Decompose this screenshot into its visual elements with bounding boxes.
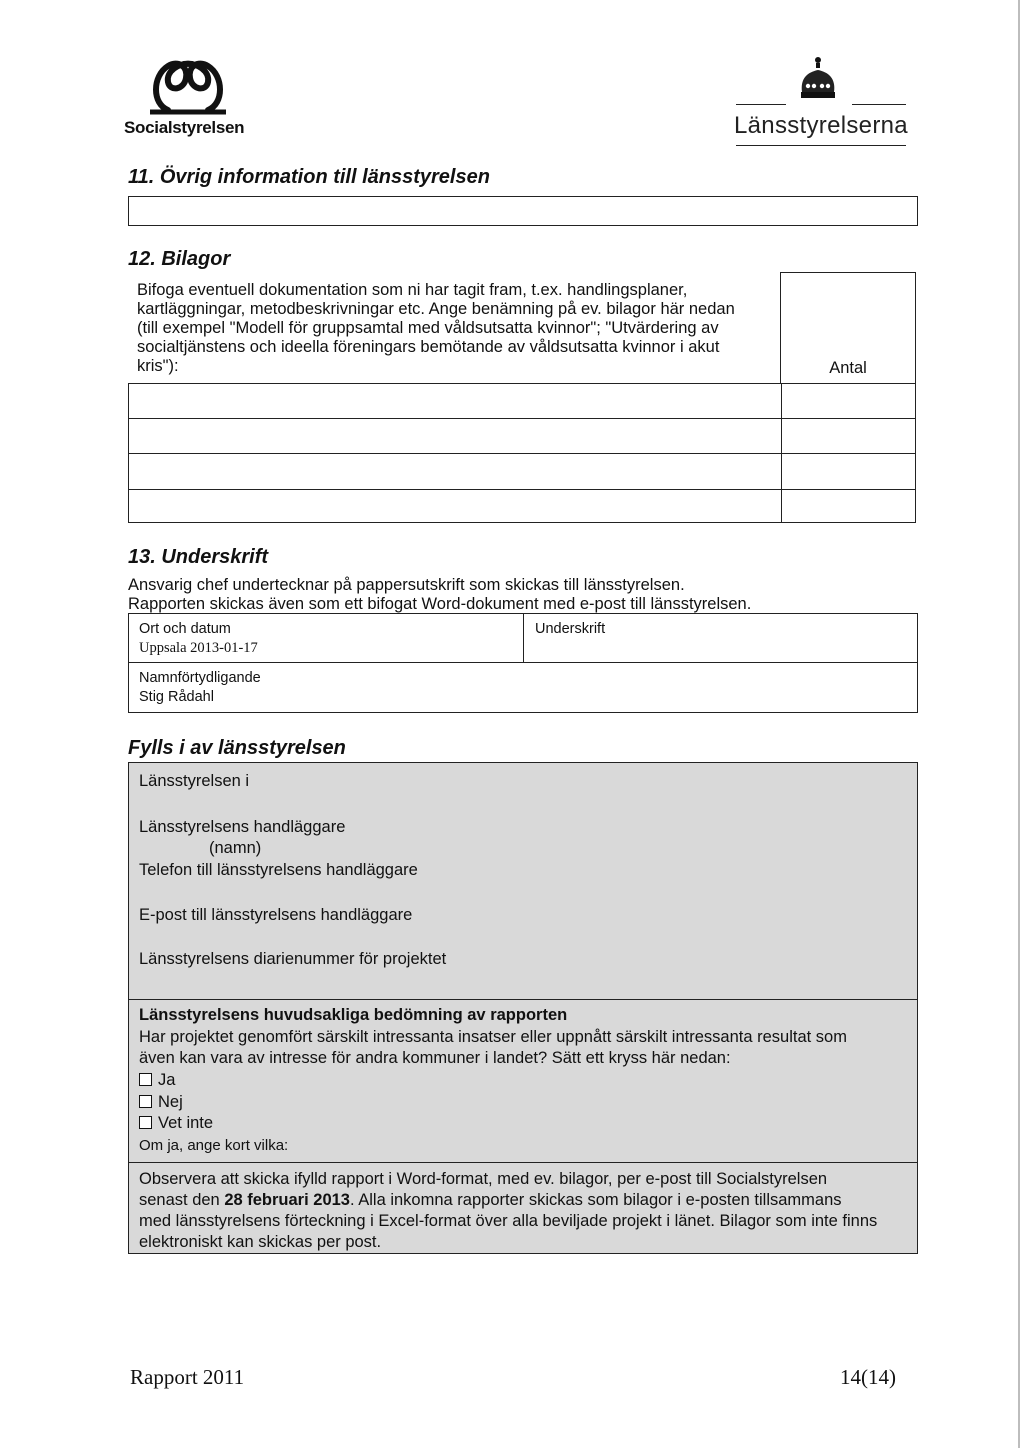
attachments-instructions: Bifoga eventuell dokumentation som ni har tagit fram, t.ex. handlingsplaner, kartläggningar, metodbeskrivningar etc. Ange benämning på ev. bilagor här nedan (till exempel "Modell för gruppsamtal med våldsutsatta kvinnor"; "Utvärdering av socialtjänstens och ideella föreningars bemötande av våldsutsatta kvinnor i akut kris"): bbox=[137, 281, 735, 375]
place-date-label: Ort och datum bbox=[139, 621, 231, 637]
assessment-heading: Länsstyrelsens huvudsakliga bedömning av rapporten bbox=[139, 1006, 568, 1024]
scan-edge bbox=[1018, 0, 1020, 1448]
signature-table bbox=[128, 613, 918, 713]
socialstyrelsen-knot-icon bbox=[138, 52, 238, 118]
crown-icon bbox=[798, 56, 838, 102]
socialstyrelsen-logo bbox=[124, 52, 264, 146]
footer-report-title: Rapport 2011 bbox=[130, 1365, 245, 1389]
page-number: 14(14) bbox=[840, 1365, 896, 1389]
follow-up-label: Om ja, ange kort vilka: bbox=[139, 1137, 289, 1154]
name-clarification-label: Namnförtydligande bbox=[139, 670, 261, 686]
option-ja[interactable]: Ja bbox=[139, 1070, 175, 1091]
attachments-table bbox=[128, 383, 916, 523]
lansstyrelserna-logo bbox=[728, 56, 910, 154]
name-clarification-value[interactable]: Stig Rådahl bbox=[139, 689, 214, 705]
note-line-4: elektroniskt kan skickas per post. bbox=[139, 1233, 382, 1251]
signature-instruction-1: Ansvarig chef undertecknar på pappersutskrift som skickas till länsstyrelsen. bbox=[128, 576, 685, 594]
nej-checkbox[interactable] bbox=[139, 1095, 152, 1108]
note-line-1: Observera att skicka ifylld rapport i Word-format, med ev. bilagor, per e-post till Socialstyrelsen bbox=[139, 1170, 828, 1188]
count-header-label: Antal bbox=[829, 359, 867, 377]
submission-note-panel bbox=[128, 1162, 918, 1254]
signature-label: Underskrift bbox=[535, 621, 606, 637]
section-11-title: 11. Övrig information till länsstyrelsen bbox=[128, 166, 490, 188]
officer-email-label: E-post till länsstyrelsens handläggare bbox=[139, 906, 413, 924]
attachment-name-cell[interactable] bbox=[129, 490, 781, 522]
signature-instruction-2: Rapporten skickas även som ett bifogat Word-dokument med e-post till länsstyrelsen. bbox=[128, 595, 752, 613]
deadline-date: 28 februari 2013 bbox=[224, 1191, 350, 1209]
ja-checkbox[interactable] bbox=[139, 1073, 152, 1086]
assessment-question-2: även kan vara av intresse för andra kommuner i landet? Sätt ett kryss här nedan: bbox=[139, 1049, 731, 1067]
attachment-name-cell[interactable] bbox=[129, 454, 781, 488]
other-info-field[interactable] bbox=[128, 196, 918, 226]
attachment-count-cell[interactable] bbox=[783, 490, 915, 522]
county-info-panel bbox=[128, 762, 918, 1000]
count-column-header bbox=[780, 272, 916, 384]
assessment-panel bbox=[128, 999, 918, 1163]
note-line-2: senast den 28 februari 2013. Alla inkomna rapporter skickas som bilagor i e-posten tillsammans bbox=[139, 1191, 842, 1209]
assessment-question-1: Har projektet genomfört särskilt intressanta insatser eller uppnått särskilt intressanta resultat som bbox=[139, 1028, 847, 1046]
county-label: Länsstyrelsen i bbox=[139, 772, 250, 790]
attachment-name-cell[interactable] bbox=[129, 419, 781, 453]
attachment-count-cell[interactable] bbox=[783, 419, 915, 453]
option-vet-inte[interactable]: Vet inte bbox=[139, 1113, 213, 1134]
vet-inte-checkbox[interactable] bbox=[139, 1116, 152, 1129]
lansstyrelserna-wordmark: Länsstyrelserna bbox=[734, 112, 908, 139]
attachment-name-cell[interactable] bbox=[129, 384, 781, 418]
officer-name-label: (namn) bbox=[209, 839, 262, 857]
attachment-count-cell[interactable] bbox=[783, 454, 915, 488]
county-section-title: Fylls i av länsstyrelsen bbox=[128, 737, 346, 759]
officer-phone-label: Telefon till länsstyrelsens handläggare bbox=[139, 861, 418, 879]
socialstyrelsen-wordmark: Socialstyrelsen bbox=[124, 118, 245, 137]
attachment-count-cell[interactable] bbox=[783, 384, 915, 418]
officer-label: Länsstyrelsens handläggare bbox=[139, 818, 346, 836]
section-12-title: 12. Bilagor bbox=[128, 248, 231, 270]
note-line-3: med länsstyrelsens förteckning i Excel-format över alla beviljade projekt i länet. Bilagor som inte finns bbox=[139, 1212, 878, 1230]
place-date-value[interactable]: Uppsala 2013-01-17 bbox=[139, 640, 258, 656]
option-nej[interactable]: Nej bbox=[139, 1092, 183, 1113]
registration-number-label: Länsstyrelsens diarienummer för projektet bbox=[139, 950, 447, 968]
section-13-title: 13. Underskrift bbox=[128, 546, 269, 568]
